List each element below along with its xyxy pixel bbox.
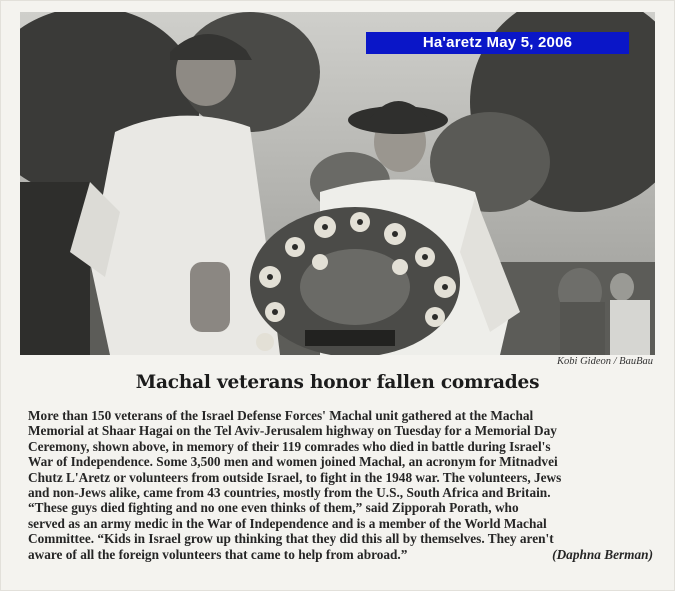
article-line: Ceremony, shown above, in memory of their 119 comrades who died in battle during Israel's bbox=[28, 438, 551, 454]
article-line: aware of all the foreign volunteers that came to help from abroad.” bbox=[28, 546, 408, 562]
article-line: served as an army medic in the War of Independence and is a member of the World Machal bbox=[28, 515, 547, 531]
newspaper-date-banner: Ha'aretz May 5, 2006 bbox=[366, 32, 629, 54]
article-last-line bbox=[28, 547, 653, 562]
ceremony-photo bbox=[20, 12, 655, 355]
article-author: (Daphna Berman) bbox=[552, 546, 653, 562]
article-line: More than 150 veterans of the Israel Defense Forces' Machal unit gathered at the Machal bbox=[28, 408, 534, 423]
article-line: War of Independence. Some 3,500 men and women joined Machal, an acronym for Mitnadvei bbox=[28, 454, 558, 470]
ceremony-photo-illustration bbox=[20, 12, 655, 355]
article-line: “These guys died fighting and no one even thinks of them,” said Zipporah Porath, who bbox=[28, 500, 519, 516]
article-line: Chutz L'Aretz or volunteers from outside Israel, to fight in the 1948 war. The volunteers, Jews bbox=[28, 469, 562, 485]
article-line: and non-Jews alike, came from 43 countries, mostly from the U.S., South Africa and Britain. bbox=[28, 485, 551, 501]
photo-credit: Kobi Gideon / BauBau bbox=[557, 356, 653, 367]
article-headline: Machal veterans honor fallen comrades bbox=[135, 372, 540, 393]
article-body bbox=[28, 408, 653, 562]
article-line: Committee. “Kids in Israel grow up thinking that they did this all by themselves. They aren't bbox=[28, 531, 554, 547]
article-line: Memorial at Shaar Hagai on the Tel Aviv-Jerusalem highway on Tuesday for a Memorial Day bbox=[28, 423, 557, 439]
